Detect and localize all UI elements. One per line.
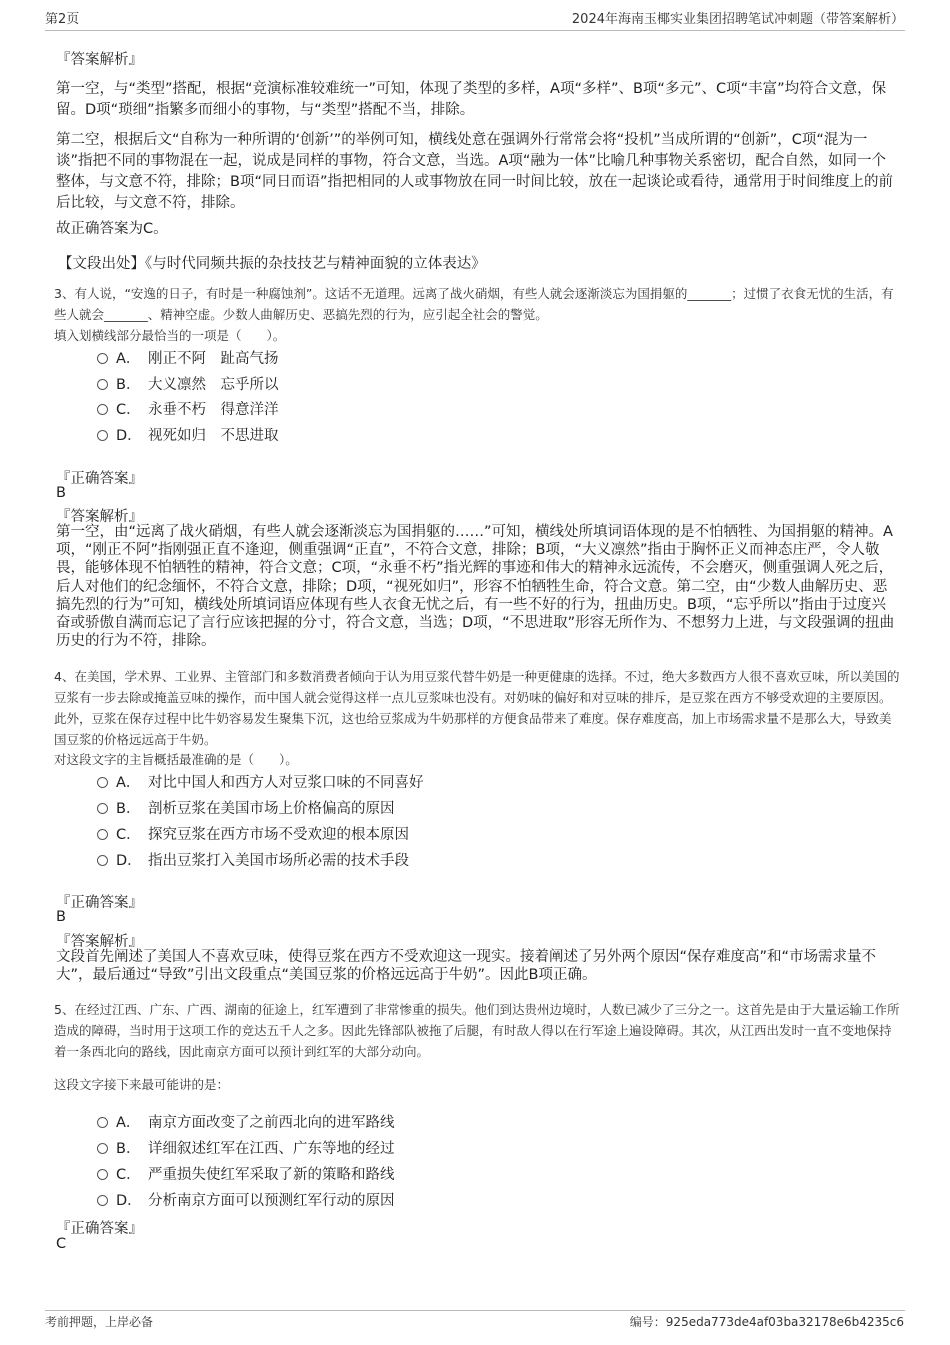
radio-icon[interactable] [97, 1195, 108, 1206]
option-letter: B． [116, 377, 141, 393]
q5-option-a[interactable] [97, 1111, 395, 1131]
option-letter: A． [116, 775, 141, 791]
radio-icon[interactable] [97, 1143, 108, 1154]
radio-icon[interactable] [97, 829, 108, 840]
radio-icon[interactable] [97, 353, 108, 364]
q4-answer: B [56, 909, 66, 925]
q3-answer: B [56, 485, 66, 501]
analysis-label: 『答案解析』 [56, 52, 143, 68]
radio-icon[interactable] [97, 1169, 108, 1180]
option-letter: A． [116, 351, 141, 367]
option-text: 视死如归 不思进取 [148, 428, 279, 444]
q2-analysis-para1: 第一空，与“类型”搭配，根据“竞演标准较难统一”可知，体现了类型的多样，A项“多样”、B项“多元”、C项“丰富”均符合文意，保留。D项“琐细”指繁多而细小的事物，与“类型”搭配不当，排除。 [56, 81, 887, 118]
radio-icon[interactable] [97, 803, 108, 814]
footer-slogan: 考前押题，上岸必备 [45, 1315, 154, 1329]
option-text: 刚正不阿 趾高气扬 [148, 351, 279, 367]
q5-stem: 5、在经过江西、广东、广西、湖南的征途上，红军遭到了非常惨重的损失。他们到达贵州边境时，人数已减少了三分之一。这首先是由于大量运输工作所造成的障碍，当时用于这项工作的竞达五千人之多。因此先锋部队被拖了后腿，有时敌人得以在行军途上遍设障碍。其次，从江西出发时一直不变地保持着一条西北向的路线，因此南京方面可以预计到红军的大部分动向。 [54, 1002, 900, 1059]
q5-option-d[interactable] [97, 1189, 395, 1209]
option-text: 分析南京方面可以预测红军行动的原因 [148, 1193, 395, 1209]
radio-icon[interactable] [97, 855, 108, 866]
radio-icon[interactable] [97, 1117, 108, 1128]
radio-icon[interactable] [97, 777, 108, 788]
correct-answer-label: 『正确答案』 [56, 895, 143, 911]
option-text: 南京方面改变了之前西北向的进军路线 [148, 1115, 395, 1131]
option-text: 探究豆浆在西方市场不受欢迎的根本原因 [148, 827, 409, 843]
q3-option-d[interactable] [97, 424, 279, 444]
q4-option-a[interactable] [97, 771, 424, 791]
option-letter: D． [116, 428, 142, 444]
option-text: 详细叙述红军在江西、广东等地的经过 [148, 1141, 395, 1157]
option-letter: C． [116, 402, 141, 418]
option-text: 大义凛然 忘乎所以 [148, 377, 279, 393]
page-number: 第2页 [45, 12, 80, 27]
option-letter: B． [116, 1141, 141, 1157]
q2-conclusion: 故正确答案为C。 [56, 221, 168, 237]
option-letter: D． [116, 1193, 142, 1209]
radio-icon[interactable] [97, 430, 108, 441]
q2-analysis-para2: 第二空，根据后文“自称为一种所谓的‘创新’”的举例可知，横线处意在强调外行常常会将“投机”当成所谓的“创新”，C项“混为一谈”指把不同的事物混在一起，说成是同样的事物，符合文意，当选。A项“融为一体”比喻几种事物关系密切，配合自然，如同一个整体，与文意不符，排除；B项“同日而语”指把相同的人或事物放在同一时间比较，放在一起谈论或看待，通常用于时间维度上的前后比较，与文意不符，排除。 [56, 132, 893, 211]
q4-option-b[interactable] [97, 797, 395, 817]
option-letter: B． [116, 801, 141, 817]
q5-prompt: 这段文字接下来最可能讲的是： [54, 1077, 230, 1092]
q4-option-d[interactable] [97, 849, 409, 869]
option-letter: C． [116, 1167, 141, 1183]
q4-stem: 4、在美国，学术界、工业界、主管部门和多数消费者倾向于认为用豆浆代替牛奶是一种更健康的选择。不过，绝大多数西方人很不喜欢豆味，所以美国的豆浆有一步去除或掩盖豆味的操作，而中国人就会觉得这样一点儿豆浆味也没有。对奶味的偏好和对豆味的排斥，是豆浆在西方不够受欢迎的主要原因。此外，豆浆在保存过程中比牛奶容易发生聚集下沉，这也给豆浆成为牛奶那样的方便食品带来了难度。保存难度高，加上市场需求量不是那么大，导致美国豆浆的价格远远高于牛奶。 [54, 669, 900, 747]
q3-option-c[interactable] [97, 398, 279, 418]
q3-option-b[interactable] [97, 373, 279, 393]
radio-icon[interactable] [97, 379, 108, 390]
radio-icon[interactable] [97, 404, 108, 415]
option-text: 剖析豆浆在美国市场上价格偏高的原因 [148, 801, 395, 817]
q3-prompt: 填入划横线部分最恰当的一项是（ ）。 [54, 328, 286, 343]
q3-analysis: 第一空，由“远离了战火硝烟，有些人就会逐渐淡忘为国捐躯的……”可知，横线处所填词语体现的是不怕牺牲、为国捐躯的精神。A项，“刚正不阿”指刚强正直不逢迎，侧重强调“正直”，不符合文意，排除；B项，“大义凛然”指由于胸怀正义而神态庄严，令人敬畏，能够体现不怕牺牲的精神，符合文意；C项，“永垂不朽”指光辉的事迹和伟大的精神永远流传，不会磨灭，侧重强调人死之后，后人对他们的纪念缅怀，不符合文意，排除；D项，“视死如归”，形容不怕牺牲生命，符合文意。第二空，由“少数人曲解历史、恶搞先烈的行为”可知，横线处所填词语应体现有些人衣食无忧之后，有一些不好的行为，扭曲历史。B项，“忘乎所以”指由于过度兴奋或骄傲自满而忘记了言行应该把握的分寸，符合文意，当选；D项，“不思进取”形容无所作为、不想努力上进，与文段强调的扭曲历史的行为不符，排除。 [56, 524, 895, 650]
option-letter: C． [116, 827, 141, 843]
q5-answer: C [56, 1236, 67, 1252]
q3-option-a[interactable] [97, 347, 279, 367]
q5-option-b[interactable] [97, 1137, 395, 1157]
q4-analysis: 文段首先阐述了美国人不喜欢豆味，使得豆浆在西方不受欢迎这一现实。接着阐述了另外两个原因“保存难度高”和“市场需求量不大”，最后通过“导致”引出文段重点“美国豆浆的价格远远高于牛奶”。因此B项正确。 [56, 949, 877, 984]
analysis-label: 『答案解析』 [56, 934, 143, 950]
correct-answer-label: 『正确答案』 [56, 1221, 143, 1237]
header-divider [45, 30, 905, 31]
footer-divider [45, 1310, 905, 1311]
q3-stem: 3、有人说，“安逸的日子，有时是一种腐蚀剂”。这话不无道理。远离了战火硝烟，有些人就会逐渐淡忘为国捐躯的_______；过惯了衣食无忧的生活，有些人就会_______、精神空虚。少数人曲解历史、恶搞先烈的行为，应引起全社会的警觉。 [54, 286, 894, 322]
q4-prompt: 对这段文字的主旨概括最准确的是（ ）。 [54, 752, 298, 767]
option-letter: A． [116, 1115, 141, 1131]
correct-answer-label: 『正确答案』 [56, 471, 143, 487]
option-text: 对比中国人和西方人对豆浆口味的不同喜好 [148, 775, 424, 791]
option-text: 指出豆浆打入美国市场所必需的技术手段 [148, 853, 409, 869]
document-title: 2024年海南玉椰实业集团招聘笔试冲刺题（带答案解析） [571, 12, 904, 27]
option-text: 永垂不朽 得意洋洋 [148, 402, 279, 418]
option-letter: D． [116, 853, 142, 869]
q4-option-c[interactable] [97, 823, 409, 843]
analysis-label: 『答案解析』 [56, 509, 143, 525]
option-text: 严重损失使红军采取了新的策略和路线 [148, 1167, 395, 1183]
q2-source: 【文段出处】《与时代同频共振的杂技技艺与精神面貌的立体表达》 [58, 256, 486, 272]
q5-option-c[interactable] [97, 1163, 395, 1183]
document-id: 编号：925eda773de4af03ba32178e6b4235c6 [629, 1315, 904, 1329]
